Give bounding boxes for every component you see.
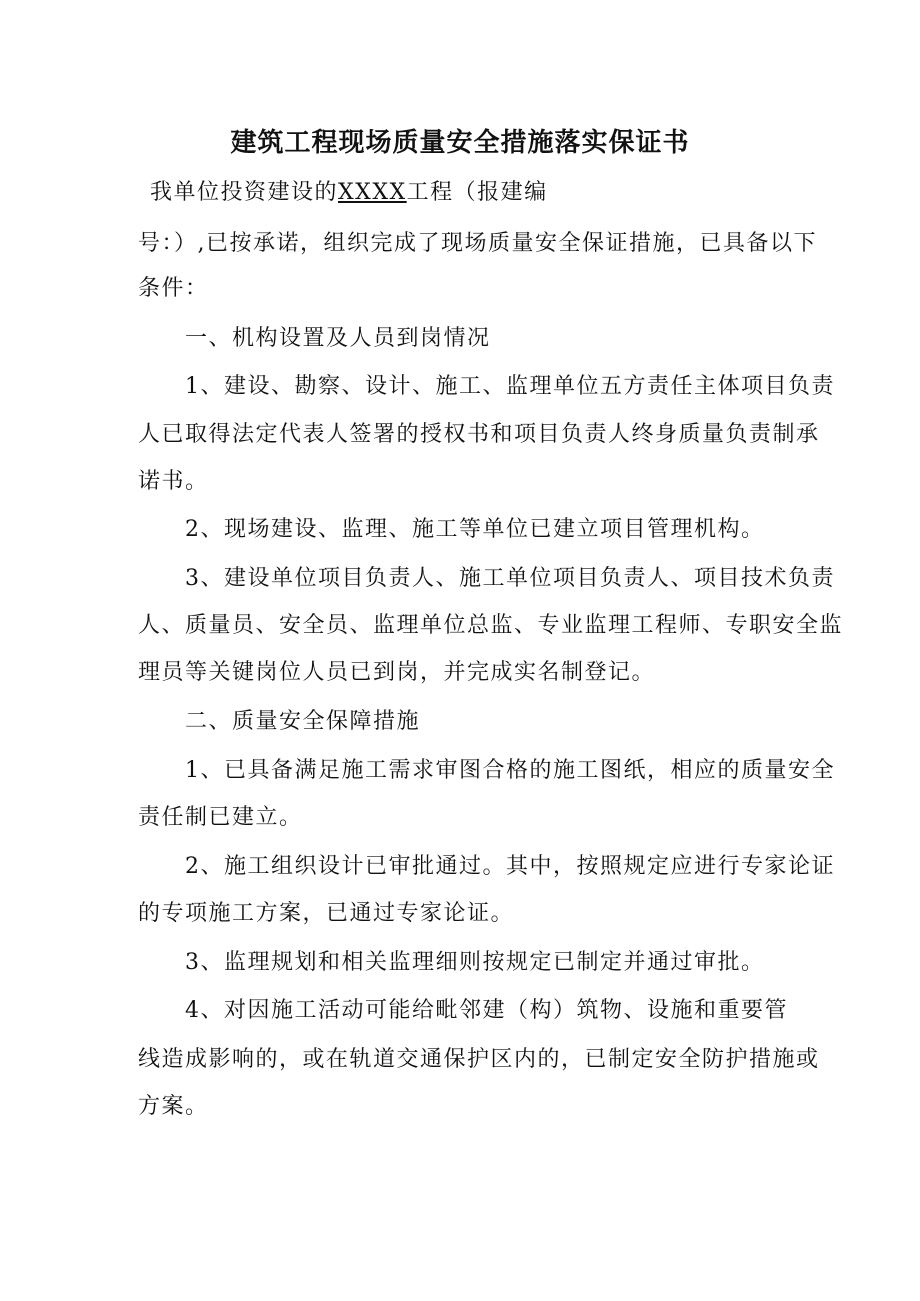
intro-line-3: 条件： [138, 276, 209, 301]
section2-item3-line: 3、监理规划和相关监理细则按规定已制定并通过审批。 [185, 950, 765, 975]
project-name: XXXX [338, 180, 407, 205]
section1-item1-line: 1、建设、勘察、设计、施工、监理单位五方责任主体项目负责 [185, 374, 835, 399]
section1-item3-line: 理员等关键岗位人员已到岗，并完成实名制登记。 [138, 660, 656, 685]
section2-item4-line: 4、对因施工活动可能给毗邻建（构）筑物、设施和重要管 [185, 998, 788, 1023]
section1-heading: 一、机构设置及人员到岗情况 [185, 326, 491, 351]
intro-line-1 [150, 180, 548, 206]
section2-item2-line: 2、施工组织设计已审批通过。其中，按照规定应进行专家论证 [185, 854, 835, 879]
section2-item2-line: 的专项施工方案，已通过专家论证。 [138, 901, 515, 926]
document-title: 建筑工程现场质量安全措施落实保证书 [230, 128, 690, 158]
intro-suffix: 工程（报建编 [406, 180, 548, 205]
section1-item3-line: 人、质量员、安全员、监理单位总监、专业监理工程师、专职安全监 [138, 613, 844, 638]
intro-prefix: 我单位投资建设的 [150, 180, 339, 205]
section2-item4-line: 线造成影响的，或在轨道交通保护区内的，已制定安全防护措施或 [138, 1047, 820, 1072]
section2-item1-line: 1、已具备满足施工需求审图合格的施工图纸，相应的质量安全 [185, 758, 835, 783]
section2-heading: 二、质量安全保障措施 [185, 709, 421, 734]
section2-item1-line: 责任制已建立。 [138, 805, 303, 830]
section1-item1-line: 诺书。 [138, 469, 209, 494]
section1-item3-line: 3、建设单位项目负责人、施工单位项目负责人、项目技术负责 [185, 566, 835, 591]
section2-item4-line: 方案。 [138, 1094, 209, 1119]
section1-item2-line: 2、现场建设、监理、施工等单位已建立项目管理机构。 [185, 517, 765, 542]
intro-line-2: 号：）,已按承诺，组织完成了现场质量安全保证措施，已具备以下 [138, 231, 817, 256]
section1-item1-line: 人已取得法定代表人签署的授权书和项目负责人终身质量负责制承 [138, 422, 820, 447]
